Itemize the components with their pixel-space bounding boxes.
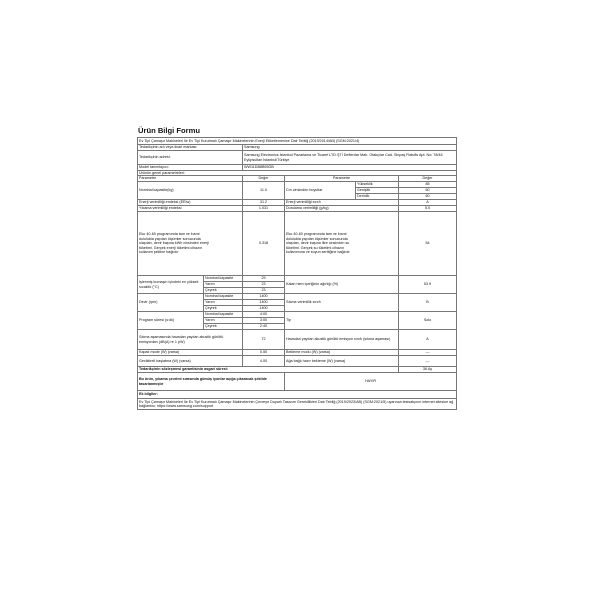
width-label: Genişlik xyxy=(356,188,399,194)
max-temp-quarter: 23 xyxy=(243,288,285,294)
product-info-sheet xyxy=(137,125,456,410)
info-table xyxy=(137,137,457,410)
silver-ion-label: Bu ürün, yıkama çevrimi sırasında gümüş iyonlar açığa çıkaracak şekilde tasarlanmıştır xyxy=(138,373,285,391)
extra-info-label: Ek bilgiler: xyxy=(138,391,457,399)
model-label: Model tanımlayıcı: xyxy=(138,165,243,171)
supplier-address-label: Tedarikçinin adresi: xyxy=(138,151,243,165)
type-value: Solo xyxy=(399,312,457,330)
depth-label: Derinlik xyxy=(356,194,399,200)
noise-class-label: Havadan yayılan akustik gürültü emisyon sınıfı (sıkma aşaması) xyxy=(285,330,399,350)
delay-start-value: 4.00 xyxy=(243,356,285,367)
max-temp-half: 23 xyxy=(243,282,285,288)
spin-quarter-label: Çeyrek xyxy=(204,306,243,312)
header-parameter-1: Parametre xyxy=(138,176,243,182)
energy-class-value: A xyxy=(399,200,457,206)
time-quarter: 2:40 xyxy=(243,324,285,330)
moisture-label: Kalan nem içeriğinin ağırlığı (%) xyxy=(285,276,399,294)
header-value-1: Değer xyxy=(243,176,285,182)
off-mode-label: Kapalı mode (W) (varsa) xyxy=(138,350,243,356)
noise-class-value: A xyxy=(399,330,457,350)
spin-class-label: Sıkma verimlilik sınıfı xyxy=(285,294,399,312)
silver-ion-value: HAYIR xyxy=(285,373,457,391)
header-value-2: Değer xyxy=(399,176,457,182)
time-rated: 4:00 xyxy=(243,312,285,318)
height-value: 85 xyxy=(399,182,457,188)
eei-label: Enerji verimliliği endeksi (EEIw) xyxy=(138,200,243,206)
noise-value: 72 xyxy=(243,330,285,350)
general-params-label: Ürünün genel parametreleri: xyxy=(138,170,457,176)
nominal-capacity-label: Nominal kapasite(kg) xyxy=(138,182,243,200)
max-temp-rated-label: Nominal kapasite xyxy=(204,276,243,282)
water-consumption-label: Eko 40-60 programında tam ve kısmi dolulukta yapılan ölçümler sonucunda ulaşılan, devir başına litre cinsinden su tüketimi. Gerçek su tüketimi cihazın kullanımına ve suyun sertliğine bağlıdır xyxy=(285,212,399,276)
rinse-eff-value: 5.0 xyxy=(399,206,457,212)
supplier-name-label: Tedarikçinin adı veya ticari markası: xyxy=(138,145,243,151)
spin-half-label: Yarım xyxy=(204,300,243,306)
energy-consumption-value: 0.318 xyxy=(243,212,285,276)
subtitle: Ev Tipi Çamaşır Makineleri İle Ev Tipi Kurutmalı Çamaşır Makinelerinin Enerji Etiketlemesine Dair Tebliğ (2019/2014/AB) (SGM:2021/4) xyxy=(138,138,457,145)
program-time-label: Program süresi (s:dk) xyxy=(138,312,204,330)
washing-eff-value: 1.031 xyxy=(243,206,285,212)
spin-label: Devir (rpm) xyxy=(138,294,204,312)
spin-rated: 1400 xyxy=(243,294,285,300)
delay-start-label: Geciktireli başlatma (W) (varsa) xyxy=(138,356,243,367)
header-parameter-2: Parametre xyxy=(285,176,399,182)
time-rated-label: Nominal kapasite xyxy=(204,312,243,318)
supplier-address: Samsung Electronics İstanbul Pazarlama ve Ticaret LTD.ŞTİ Defterdar Mah. Otakçılar Cad. Sinpaş Flatofis Apt. No: 78/46 Eyüpsultan İstanbul/Türkiye xyxy=(243,151,457,165)
max-temp-quarter-label: Çeyrek xyxy=(204,288,243,294)
warranty-label: Tedarikçinin sözleşmesi garantisinin asgari süresi: xyxy=(138,367,399,373)
washing-eff-label: Yıkama verimliliği endeksi xyxy=(138,206,243,212)
spin-half: 1400 xyxy=(243,300,285,306)
rinse-eff-label: Durulama verimliliği (g/kg) xyxy=(285,206,399,212)
network-standby-value: — xyxy=(399,356,457,367)
max-temp-half-label: Yarım xyxy=(204,282,243,288)
width-value: 60 xyxy=(399,188,457,194)
height-label: Yükseklik xyxy=(356,182,399,188)
nominal-capacity: 11.0 xyxy=(243,182,285,200)
standby-value: — xyxy=(399,350,457,356)
spin-rated-label: Nominal kapasite xyxy=(204,294,243,300)
eei-value: 31.2 xyxy=(243,200,285,206)
depth-value: 60 xyxy=(399,194,457,200)
energy-consumption-label: Eko 40-60 programında tam ve kısmi dolulukta yapılan ölçümler sonucunda ulaşılan, devir başına kWh cinsinden enerji tüketimi. Gerçek enerji tüketimi cihazın kullanım şekline bağlıdır xyxy=(138,212,243,276)
spin-class-value: B xyxy=(399,294,457,312)
form-title: Ürün Bilgi Formu xyxy=(138,126,201,135)
noise-label: Sıkma aşamasında havadan yayılan akustik gürültü emisyonları (dB(A) re 1 pW) xyxy=(138,330,243,350)
time-half: 3:00 xyxy=(243,318,285,324)
max-temp-label: İşlenmiş kumaşın içindeki en yüksek sıcaklık (°C) xyxy=(138,276,204,294)
network-standby-label: Ağa bağlı hazır bekleme (W) (varsa) xyxy=(285,356,399,367)
moisture-value: 53.9 xyxy=(399,276,457,294)
supplier-name: Samsung xyxy=(243,145,457,151)
time-quarter-label: Çeyrek xyxy=(204,324,243,330)
standby-label: Bekleme modu (W) (varsa) xyxy=(285,350,399,356)
off-mode-value: 0.50 xyxy=(243,350,285,356)
model-value: WW11DB8B95GB xyxy=(243,165,457,171)
spin-quarter: 1400 xyxy=(243,306,285,312)
energy-class-label: Enerji verimliliği sınıfı xyxy=(285,200,399,206)
dimensions-label: Cm cinsinden boyutlar xyxy=(285,182,356,200)
max-temp-rated: 29 xyxy=(243,276,285,282)
water-consumption-value: 54 xyxy=(399,212,457,276)
warranty-value: 36 Ay xyxy=(399,367,457,373)
extra-info-text: Ev Tipi Çamaşır Makineleri İle Ev Tipi Kurutmalı Çamaşır Makinelerinin Çevreye Duyarlı Tasarım Gereklilikleri Dair Tebliğ (2019/2023/AB) (SGM:2021/5) uyarınca tesisatçının internet sitesine ağ bağlantısı: https://www.samsung.com/support xyxy=(138,399,457,410)
type-label: Tip xyxy=(285,312,399,330)
time-half-label: Yarım xyxy=(204,318,243,324)
